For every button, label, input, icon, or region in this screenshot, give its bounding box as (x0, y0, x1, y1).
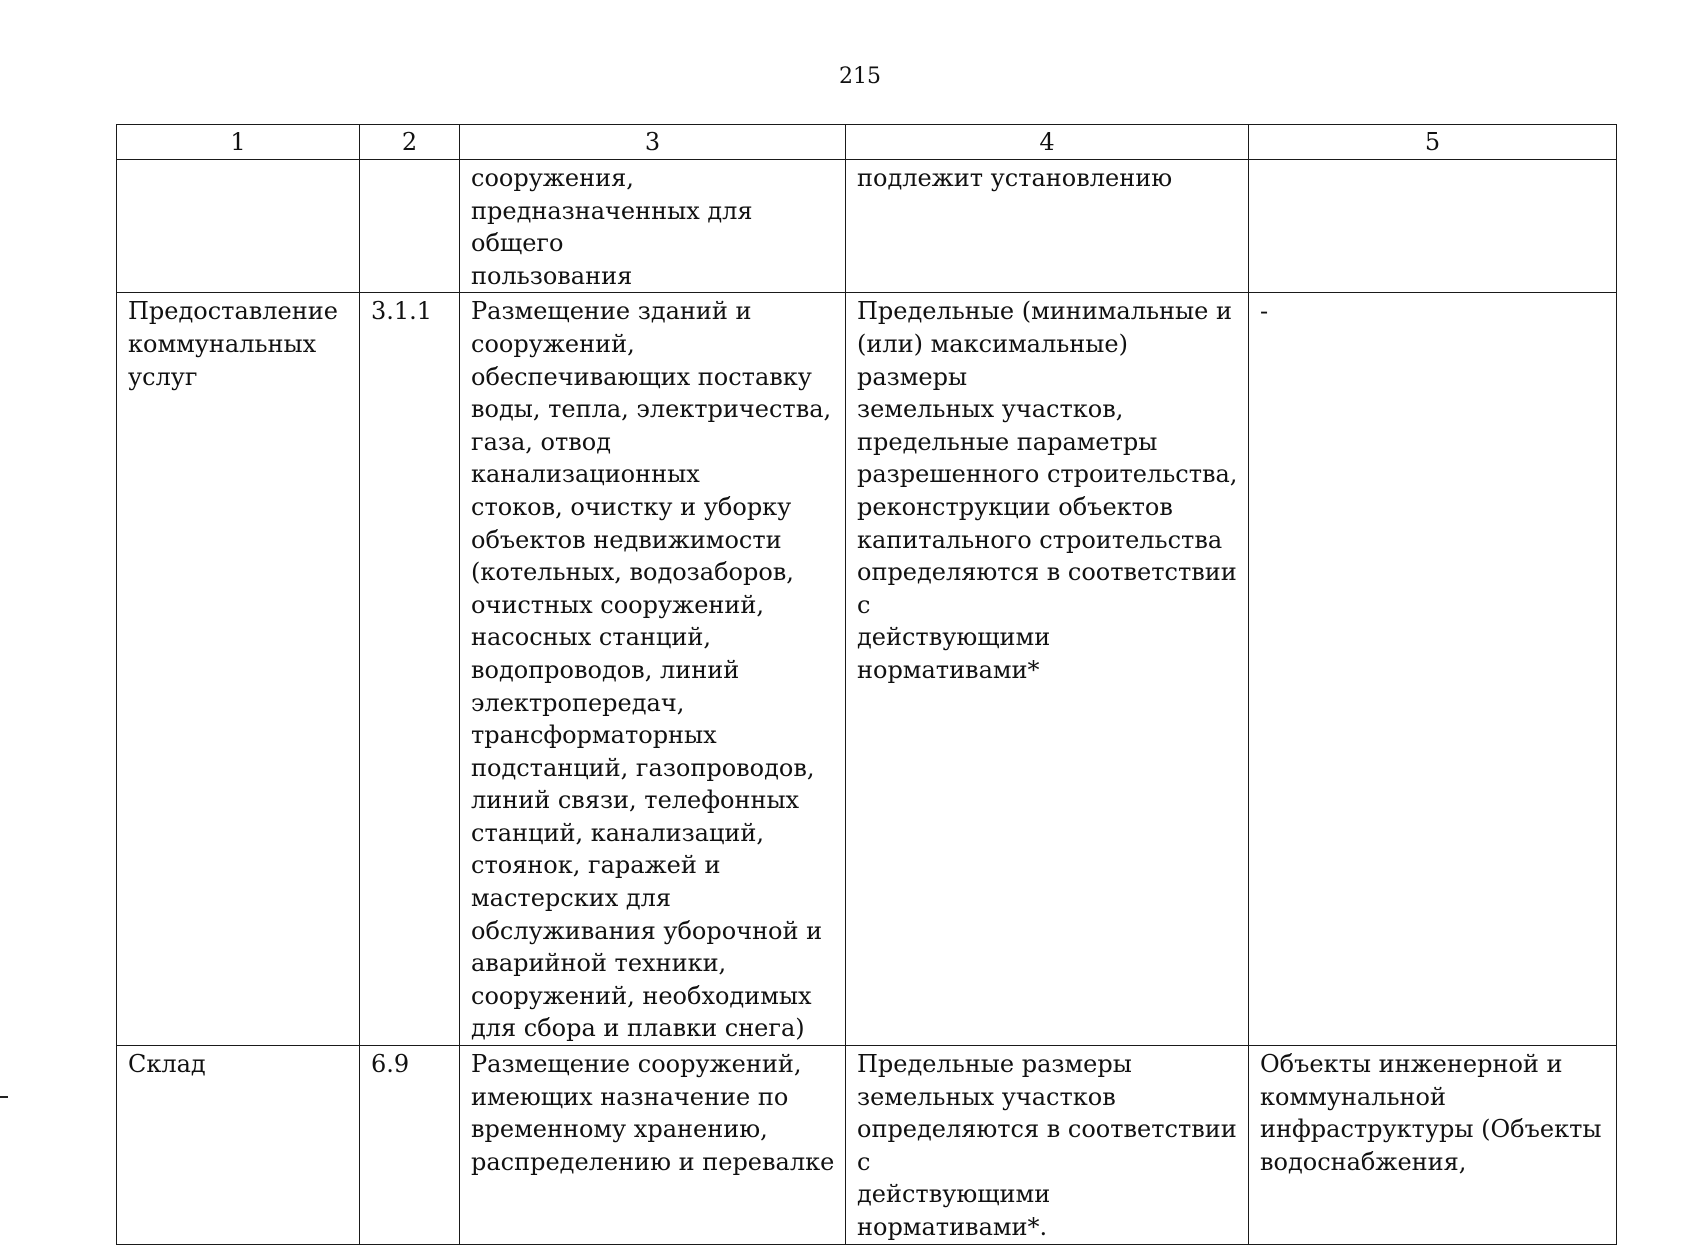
cell-use-name: Склад (117, 1046, 360, 1245)
cell-other (1249, 160, 1617, 293)
cell-other: Объекты инженерной и коммунальной инфраструктуры (Объекты водоснабжения, (1249, 1046, 1617, 1245)
table-header (117, 125, 1617, 160)
cell-use-description: сооружения, предназначенных для общего пользования (460, 160, 846, 293)
header-col-5: 5 (1249, 125, 1617, 160)
header-col-3: 3 (460, 125, 846, 160)
cell-use-code (360, 160, 460, 293)
cell-use-code: 3.1.1 (360, 293, 460, 1046)
header-col-2: 2 (360, 125, 460, 160)
table-body (117, 160, 1617, 1245)
header-col-4: 4 (846, 125, 1249, 160)
cell-parameters: Предельные (минимальные и (или) максимальные) размеры земельных участков, предельные параметры разрешенного строительства, реконструкции объектов капитального строительства определяются в соответствии с действующими нормативами* (846, 293, 1249, 1046)
cell-parameters: Предельные размеры земельных участков определяются в соответствии с действующими нормативами*. (846, 1046, 1249, 1245)
table-row-continuation (117, 160, 1617, 293)
table-row-utilities (117, 293, 1617, 1046)
cell-other: - (1249, 293, 1617, 1046)
header-col-1: 1 (117, 125, 360, 160)
page-number: 215 (839, 64, 881, 89)
cell-use-name (117, 160, 360, 293)
table-row-warehouse (117, 1046, 1617, 1245)
cell-use-description: Размещение сооружений, имеющих назначение по временному хранению, распределению и перевалке (460, 1046, 846, 1245)
header-row (117, 125, 1617, 160)
cell-use-name: Предоставление коммунальных услуг (117, 293, 360, 1046)
regulations-table (116, 124, 1617, 1245)
margin-mark (0, 1096, 8, 1098)
cell-use-description: Размещение зданий и сооружений, обеспечивающих поставку воды, тепла, электричества, газа, отвод канализационных стоков, очистку и уборку объектов недвижимости (котельных, водозаборов, очистных сооружений, насосных станций, водопроводов, линий электропередач, трансформаторных подстанций, газопроводов, линий связи, телефонных станций, канализаций, стоянок, гаражей и мастерских для обслуживания уборочной и аварийной техники, сооружений, необходимых для сбора и плавки снега) (460, 293, 846, 1046)
cell-use-code: 6.9 (360, 1046, 460, 1245)
cell-parameters: подлежит установлению (846, 160, 1249, 293)
